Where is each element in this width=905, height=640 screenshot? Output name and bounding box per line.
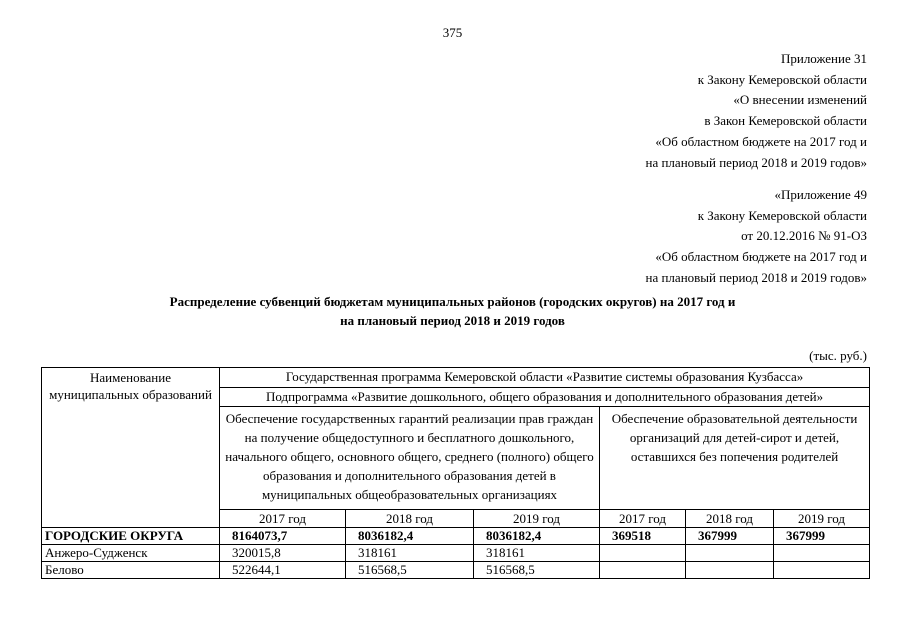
group-b-header: Обеспечение образовательной деятельности организаций для детей-сирот и детей, оставшихся без попечения родителей: [600, 407, 870, 510]
row-value: [686, 562, 774, 579]
row-value: [686, 545, 774, 562]
year-header: 2018 год: [686, 510, 774, 528]
table-row: [42, 562, 870, 579]
year-header: 2019 год: [474, 510, 600, 528]
row-name: ГОРОДСКИЕ ОКРУГА: [42, 528, 220, 545]
table-row: [42, 528, 870, 545]
appendix-31-header: [646, 49, 868, 173]
row-value: 367999: [686, 528, 774, 545]
subvention-table: [41, 367, 870, 579]
group-a-header: Обеспечение государственных гарантий реализации прав граждан на получение общедоступного и бесплатного дошкольного, начального общего, основного общего, среднего (полного) общего образования и дополнительного образования детей в муниципальных общеобразовательных организациях: [220, 407, 600, 510]
document-title: [0, 292, 905, 330]
row-value: 318161: [346, 545, 474, 562]
appendix-line: на плановый период 2018 и 2019 годов»: [645, 269, 867, 285]
appendix-line: «О внесении изменений: [733, 92, 867, 108]
appendix-49-header: [646, 185, 868, 289]
row-value: [600, 562, 686, 579]
row-value: 516568,5: [474, 562, 600, 579]
row-value: 318161: [474, 545, 600, 562]
year-header: 2018 год: [346, 510, 474, 528]
page-number: 375: [442, 25, 463, 40]
units-label: (тыс. руб.): [809, 348, 867, 363]
row-value: 367999: [774, 528, 870, 545]
year-header: 2017 год: [220, 510, 346, 528]
appendix-line: на плановый период 2018 и 2019 годов»: [645, 154, 867, 170]
appendix-line: Приложение 31: [780, 51, 867, 66]
year-header: 2019 год: [774, 510, 870, 528]
row-value: 8164073,7: [220, 528, 346, 545]
row-name: Белово: [42, 562, 220, 579]
table-row: [42, 545, 870, 562]
name-column-header: Наименование муниципальных образований: [42, 368, 220, 528]
row-value: 8036182,4: [346, 528, 474, 545]
appendix-line: «Об областном бюджете на 2017 год и: [655, 133, 867, 149]
year-header: 2017 год: [600, 510, 686, 528]
row-value: [774, 545, 870, 562]
appendix-line: к Закону Кемеровской области: [697, 71, 867, 87]
row-value: 516568,5: [346, 562, 474, 579]
appendix-line: к Закону Кемеровской области: [697, 207, 867, 223]
title-line-1: Распределение субвенций бюджетам муниципальных районов (городских округов) на 2017 год и: [169, 294, 736, 309]
title-line-2: на плановый период 2018 и 2019 годов: [340, 313, 565, 328]
row-value: 320015,8: [220, 545, 346, 562]
row-value: 522644,1: [220, 562, 346, 579]
row-value: [600, 545, 686, 562]
row-name: Анжеро-Судженск: [42, 545, 220, 562]
subprogram-header: Подпрограмма «Развитие дошкольного, общего образования и дополнительного образования детей»: [220, 388, 870, 407]
appendix-line: «Приложение 49: [774, 187, 867, 202]
row-value: 369518: [600, 528, 686, 545]
row-value: [774, 562, 870, 579]
appendix-line: от 20.12.2016 № 91-ОЗ: [741, 228, 867, 244]
program-header: Государственная программа Кемеровской области «Развитие системы образования Кузбасса»: [220, 368, 870, 388]
row-value: 8036182,4: [474, 528, 600, 545]
appendix-line: в Закон Кемеровской области: [704, 113, 867, 129]
appendix-line: «Об областном бюджете на 2017 год и: [655, 249, 867, 265]
